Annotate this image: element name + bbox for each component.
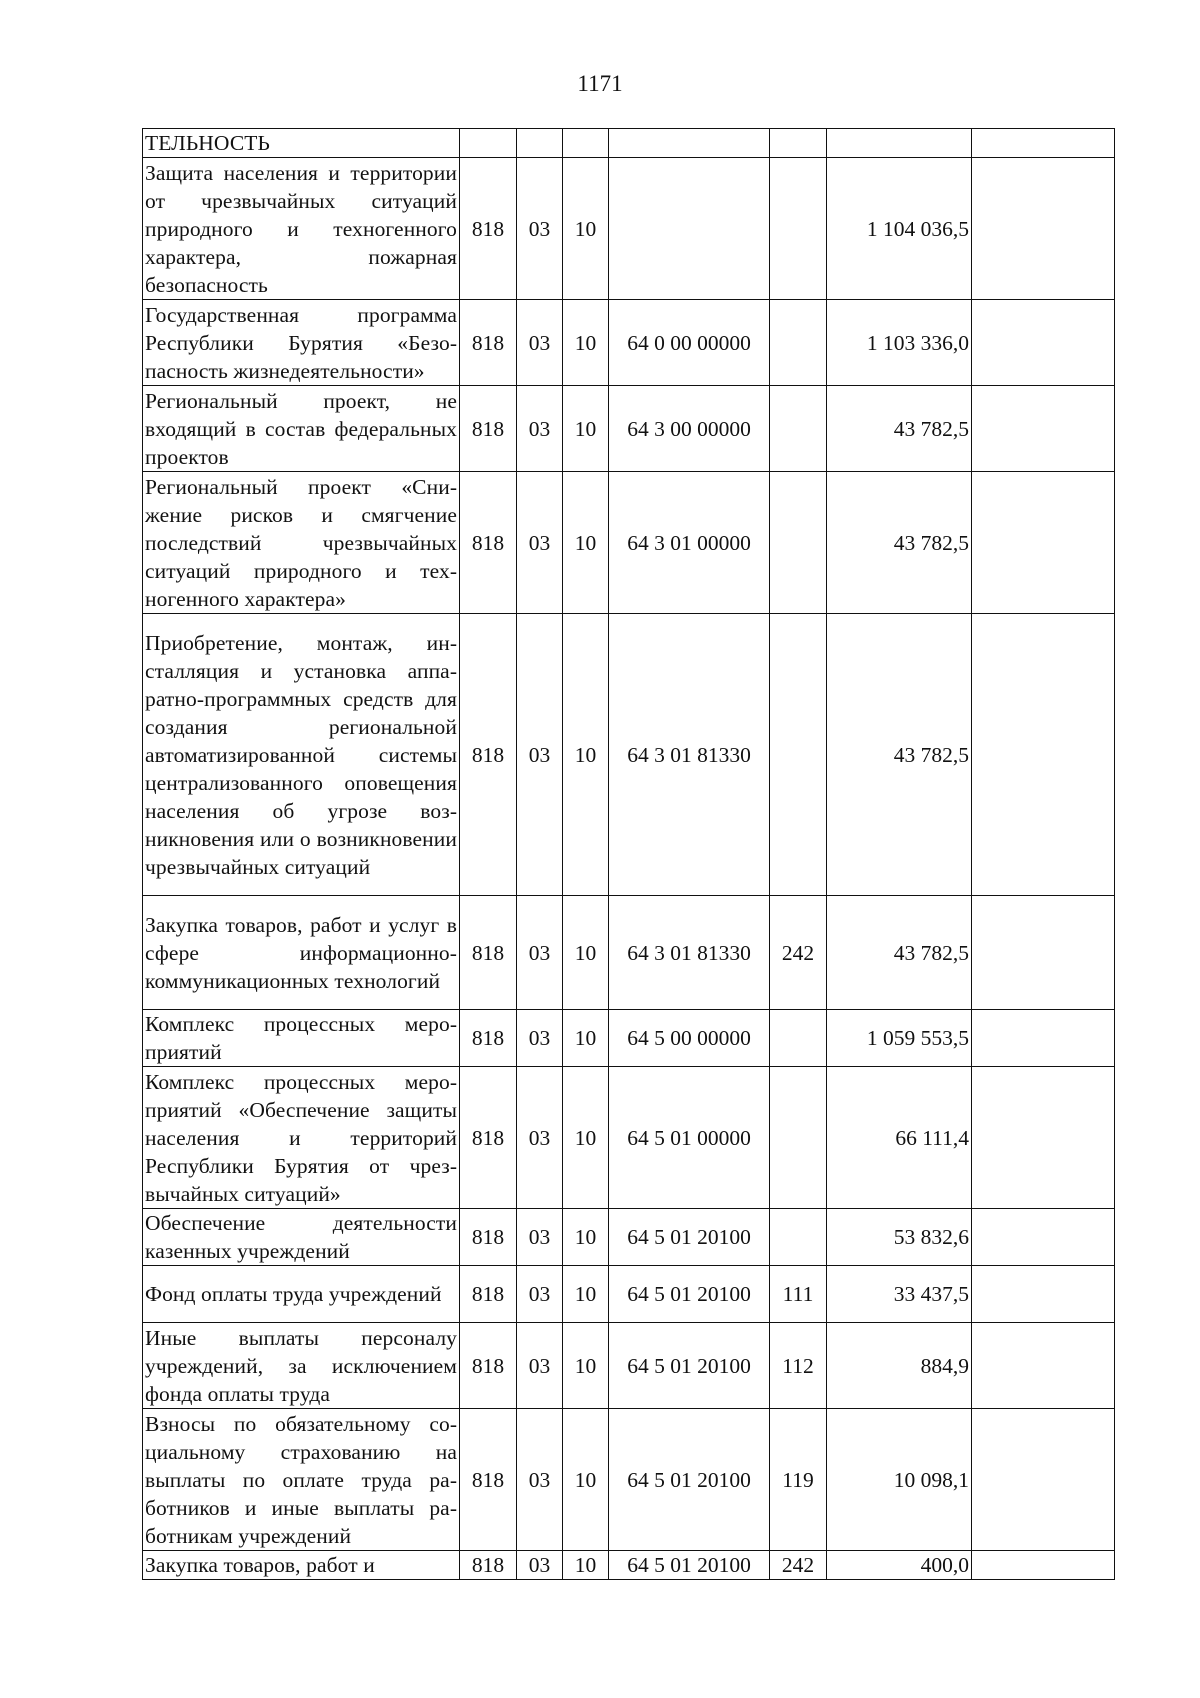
table-row (143, 1209, 1115, 1266)
table-row (143, 1067, 1115, 1209)
target-article-code: 64 5 01 20100 (609, 1266, 770, 1323)
table-row (143, 472, 1115, 614)
subsection-code: 10 (563, 1323, 609, 1409)
expense-type-code (770, 300, 827, 386)
table-row (143, 1323, 1115, 1409)
ved-code: 818 (460, 1409, 517, 1551)
ved-code: 818 (460, 472, 517, 614)
table-row (143, 386, 1115, 472)
row-name: Государственная программа Республики Бурятия «Безопасность жизнедеятельности» (143, 300, 460, 386)
target-article-code: 64 3 00 00000 (609, 386, 770, 472)
row-name: ТЕЛЬНОСТЬ (143, 129, 460, 158)
empty-cell (972, 1323, 1115, 1409)
subsection-code: 10 (563, 386, 609, 472)
row-name: Приобретение, монтаж, инсталляция и установка аппаратно-программных средств для создания региональной автоматизированной системы централизованного оповещения населения об угрозе возникновения или о возникновении чрезвычайных ситуаций (143, 614, 460, 896)
expense-type-code: 112 (770, 1323, 827, 1409)
ved-code: 818 (460, 1266, 517, 1323)
row-name: Комплекс процессных мероприятий «Обеспечение защиты населения и территорий Республики Бурятия от чрезвычайных ситуаций» (143, 1067, 460, 1209)
subsection-code: 10 (563, 1551, 609, 1580)
target-article-code (609, 129, 770, 158)
subsection-code: 10 (563, 300, 609, 386)
amount: 43 782,5 (827, 472, 972, 614)
subsection-code: 10 (563, 472, 609, 614)
table-row (143, 300, 1115, 386)
table-row (143, 614, 1115, 896)
page-number: 1171 (577, 71, 623, 96)
table-row (143, 158, 1115, 300)
ved-code: 818 (460, 1067, 517, 1209)
empty-cell (972, 614, 1115, 896)
empty-cell (972, 472, 1115, 614)
target-article-code: 64 5 01 20100 (609, 1551, 770, 1580)
expense-type-code (770, 1067, 827, 1209)
ved-code: 818 (460, 614, 517, 896)
expense-type-code: 242 (770, 896, 827, 1010)
target-article-code: 64 3 01 00000 (609, 472, 770, 614)
table-row (143, 1010, 1115, 1067)
row-name: Иные выплаты персоналу учреждений, за исключением фонда оплаты труда (143, 1323, 460, 1409)
subsection-code: 10 (563, 1409, 609, 1551)
empty-cell (972, 1209, 1115, 1266)
amount: 400,0 (827, 1551, 972, 1580)
ved-code: 818 (460, 1551, 517, 1580)
subsection-code: 10 (563, 896, 609, 1010)
expense-type-code (770, 614, 827, 896)
amount: 10 098,1 (827, 1409, 972, 1551)
expense-type-code (770, 158, 827, 300)
ved-code: 818 (460, 896, 517, 1010)
subsection-code: 10 (563, 1209, 609, 1266)
amount: 43 782,5 (827, 896, 972, 1010)
ved-code: 818 (460, 300, 517, 386)
target-article-code (609, 158, 770, 300)
target-article-code: 64 0 00 00000 (609, 300, 770, 386)
section-code (517, 129, 563, 158)
expense-type-code (770, 129, 827, 158)
amount: 1 104 036,5 (827, 158, 972, 300)
subsection-code: 10 (563, 1067, 609, 1209)
section-code: 03 (517, 472, 563, 614)
row-name: Региональный проект «Снижение рисков и смягчение последствий чрезвычайных ситуаций природного и техногенного характера» (143, 472, 460, 614)
ved-code: 818 (460, 158, 517, 300)
section-code: 03 (517, 896, 563, 1010)
section-code: 03 (517, 1409, 563, 1551)
section-code: 03 (517, 1209, 563, 1266)
row-name: Фонд оплаты труда учреждений (143, 1266, 460, 1323)
section-code: 03 (517, 300, 563, 386)
amount: 1 059 553,5 (827, 1010, 972, 1067)
empty-cell (972, 1067, 1115, 1209)
amount: 66 111,4 (827, 1067, 972, 1209)
amount: 884,9 (827, 1323, 972, 1409)
ved-code (460, 129, 517, 158)
empty-cell (972, 300, 1115, 386)
amount: 1 103 336,0 (827, 300, 972, 386)
row-name: Комплекс процессных мероприятий (143, 1010, 460, 1067)
budget-table (142, 128, 1115, 1580)
row-name: Обеспечение деятельности казенных учреждений (143, 1209, 460, 1266)
section-code: 03 (517, 386, 563, 472)
section-code: 03 (517, 1551, 563, 1580)
target-article-code: 64 5 01 00000 (609, 1067, 770, 1209)
section-code: 03 (517, 1266, 563, 1323)
empty-cell (972, 1409, 1115, 1551)
row-name: Региональный проект, не входящий в состав федеральных проектов (143, 386, 460, 472)
expense-type-code (770, 1209, 827, 1266)
empty-cell (972, 386, 1115, 472)
target-article-code: 64 5 01 20100 (609, 1409, 770, 1551)
ved-code: 818 (460, 386, 517, 472)
target-article-code: 64 5 01 20100 (609, 1209, 770, 1266)
subsection-code: 10 (563, 158, 609, 300)
target-article-code: 64 3 01 81330 (609, 896, 770, 1010)
target-article-code: 64 3 01 81330 (609, 614, 770, 896)
ved-code: 818 (460, 1209, 517, 1266)
table-row (143, 896, 1115, 1010)
section-code: 03 (517, 614, 563, 896)
target-article-code: 64 5 01 20100 (609, 1323, 770, 1409)
expense-type-code (770, 386, 827, 472)
section-code: 03 (517, 158, 563, 300)
target-article-code: 64 5 00 00000 (609, 1010, 770, 1067)
amount: 43 782,5 (827, 614, 972, 896)
expense-type-code: 242 (770, 1551, 827, 1580)
empty-cell (972, 1010, 1115, 1067)
table-row (143, 1409, 1115, 1551)
row-name: Закупка товаров, работ и (143, 1551, 460, 1580)
ved-code: 818 (460, 1323, 517, 1409)
table-row (143, 129, 1115, 158)
amount: 53 832,6 (827, 1209, 972, 1266)
table-row (143, 1551, 1115, 1580)
subsection-code: 10 (563, 1266, 609, 1323)
empty-cell (972, 1266, 1115, 1323)
section-code: 03 (517, 1067, 563, 1209)
table-row (143, 1266, 1115, 1323)
row-name: Взносы по обязательному социальному страхованию на выплаты по оплате труда работников и иные выплаты работникам учреждений (143, 1409, 460, 1551)
empty-cell (972, 1551, 1115, 1580)
empty-cell (972, 158, 1115, 300)
section-code: 03 (517, 1010, 563, 1067)
row-name: Закупка товаров, работ и услуг в сфере информационно-коммуникационных технологий (143, 896, 460, 1010)
subsection-code: 10 (563, 614, 609, 896)
expense-type-code: 119 (770, 1409, 827, 1551)
subsection-code: 10 (563, 1010, 609, 1067)
amount: 33 437,5 (827, 1266, 972, 1323)
ved-code: 818 (460, 1010, 517, 1067)
subsection-code (563, 129, 609, 158)
amount: 43 782,5 (827, 386, 972, 472)
empty-cell (972, 896, 1115, 1010)
expense-type-code: 111 (770, 1266, 827, 1323)
section-code: 03 (517, 1323, 563, 1409)
expense-type-code (770, 472, 827, 614)
row-name: Защита населения и территории от чрезвычайных ситуаций природного и техногенного характера, пожарная безопасность (143, 158, 460, 300)
empty-cell (972, 129, 1115, 158)
amount (827, 129, 972, 158)
expense-type-code (770, 1010, 827, 1067)
